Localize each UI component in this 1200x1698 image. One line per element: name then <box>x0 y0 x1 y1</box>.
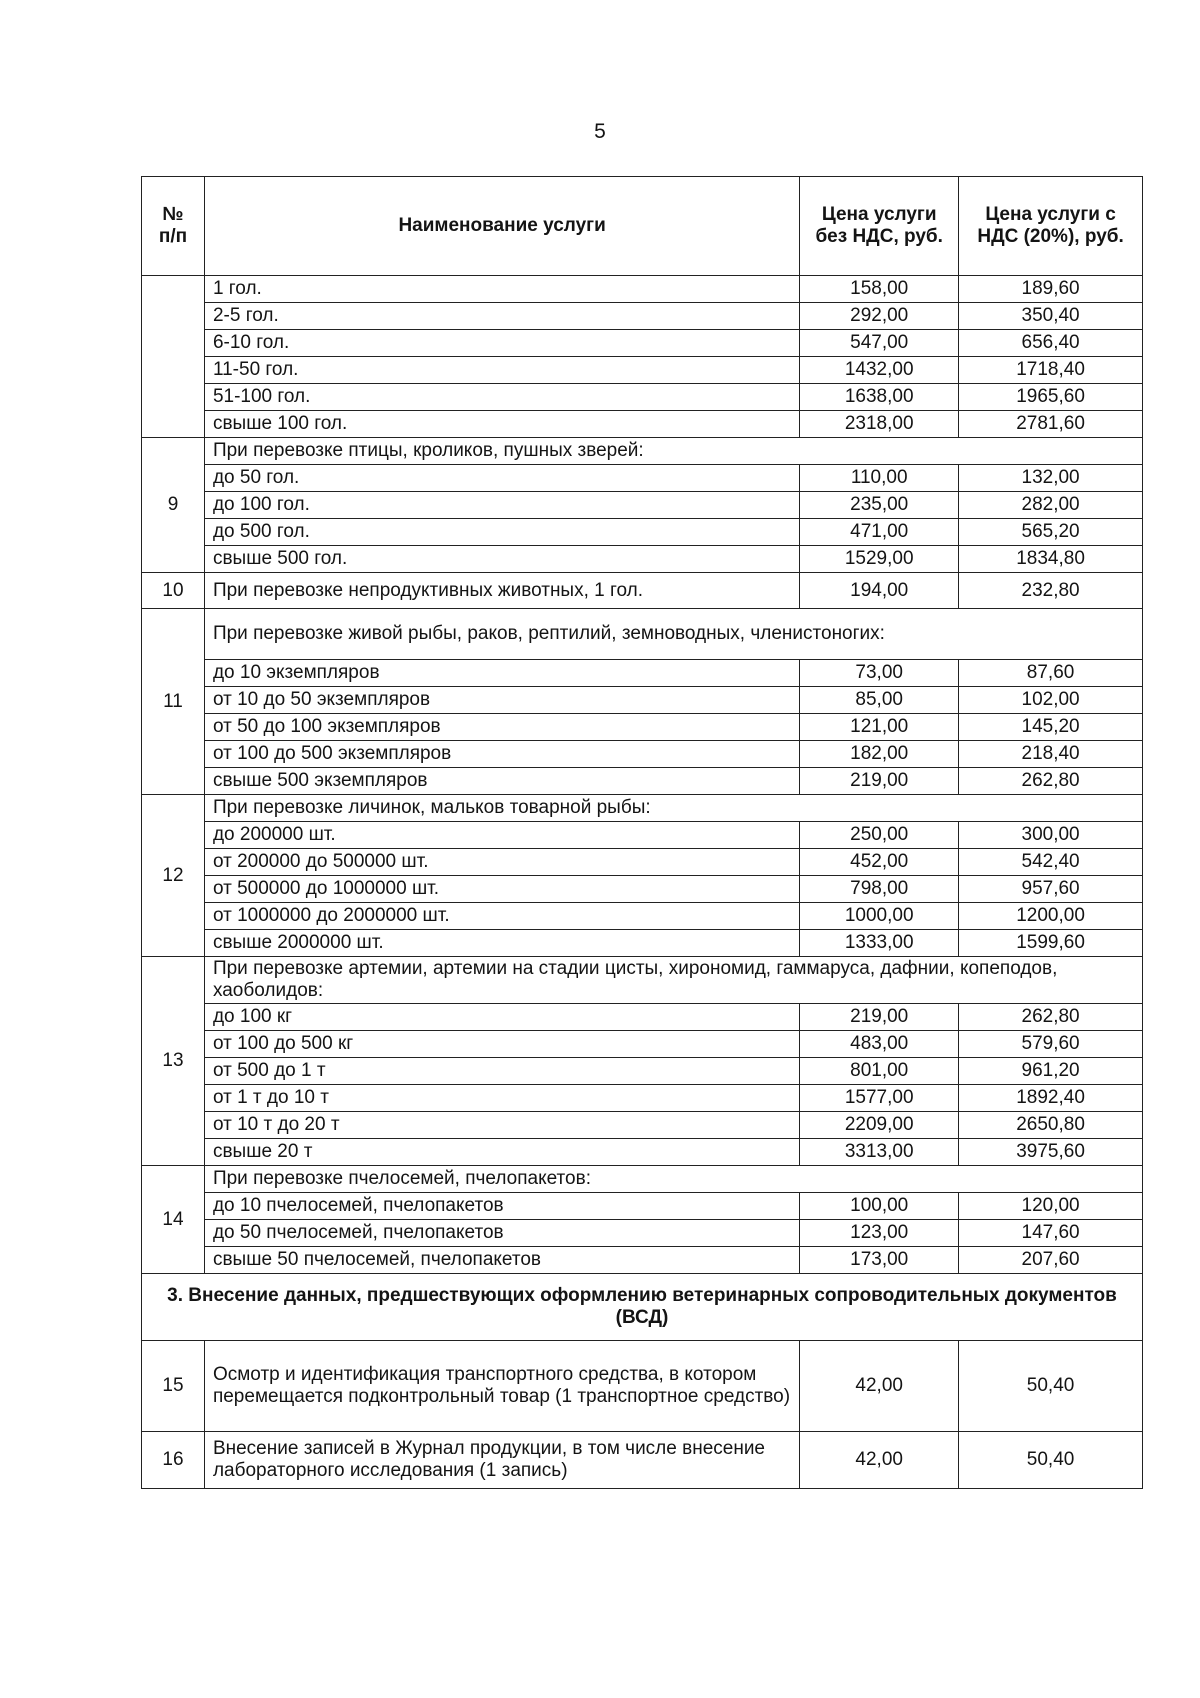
service-name: до 100 гол. <box>204 492 799 519</box>
price-no-vat: 1577,00 <box>800 1085 959 1112</box>
price-vat: 656,40 <box>959 330 1143 357</box>
service-name: до 200000 шт. <box>204 822 799 849</box>
price-vat: 1834,80 <box>959 546 1143 573</box>
price-no-vat: 1638,00 <box>800 384 959 411</box>
group-title: При перевозке личинок, мальков товарной рыбы: <box>204 795 1142 822</box>
service-name: 2-5 гол. <box>204 303 799 330</box>
table-row <box>142 1247 1143 1274</box>
service-name: свыше 50 пчелосемей, пчелопакетов <box>204 1247 799 1274</box>
service-name: свыше 500 гол. <box>204 546 799 573</box>
table-row <box>142 768 1143 795</box>
service-name: 6-10 гол. <box>204 330 799 357</box>
service-name: от 100 до 500 экземпляров <box>204 741 799 768</box>
price-no-vat: 547,00 <box>800 330 959 357</box>
table-row <box>142 1031 1143 1058</box>
service-name: до 10 экземпляров <box>204 660 799 687</box>
table-row <box>142 303 1143 330</box>
table-row <box>142 903 1143 930</box>
price-no-vat: 235,00 <box>800 492 959 519</box>
service-name: до 50 гол. <box>204 465 799 492</box>
price-no-vat: 3313,00 <box>800 1139 959 1166</box>
price-no-vat: 471,00 <box>800 519 959 546</box>
page-number: 5 <box>594 120 606 143</box>
table-row <box>142 519 1143 546</box>
table-row <box>142 384 1143 411</box>
service-name: до 10 пчелосемей, пчелопакетов <box>204 1193 799 1220</box>
price-vat: 218,40 <box>959 741 1143 768</box>
service-name: свыше 500 экземпляров <box>204 768 799 795</box>
table-row <box>142 1166 1143 1193</box>
price-vat: 542,40 <box>959 849 1143 876</box>
price-vat: 1892,40 <box>959 1085 1143 1112</box>
price-no-vat: 85,00 <box>800 687 959 714</box>
table-row <box>142 357 1143 384</box>
price-vat: 262,80 <box>959 768 1143 795</box>
service-name: от 500000 до 1000000 шт. <box>204 876 799 903</box>
table-row <box>142 930 1143 957</box>
table-row <box>142 438 1143 465</box>
col-name-header: Наименование услуги <box>204 177 799 276</box>
price-vat: 147,60 <box>959 1220 1143 1247</box>
price-vat: 3975,60 <box>959 1139 1143 1166</box>
service-name: от 200000 до 500000 шт. <box>204 849 799 876</box>
price-vat: 565,20 <box>959 519 1143 546</box>
price-vat: 1200,00 <box>959 903 1143 930</box>
price-vat: 262,80 <box>959 1004 1143 1031</box>
row-num: 12 <box>142 795 205 957</box>
service-name: от 500 до 1 т <box>204 1058 799 1085</box>
row-num: 10 <box>142 573 205 609</box>
table-row <box>142 330 1143 357</box>
service-name: 51-100 гол. <box>204 384 799 411</box>
service-name: При перевозке непродуктивных животных, 1 гол. <box>204 573 799 609</box>
service-name: 1 гол. <box>204 276 799 303</box>
table-row <box>142 573 1143 609</box>
service-name: Осмотр и идентификация транспортного средства, в котором перемещается подконтрольный товар (1 транспортное средство) <box>204 1341 799 1432</box>
section-3-title: 3. Внесение данных, предшествующих оформлению ветеринарных сопроводительных документов (ВСД) <box>142 1274 1143 1341</box>
group-title: При перевозке артемии, артемии на стадии цисты, хирономид, гаммаруса, дафнии, копеподов, хаоболидов: <box>204 957 1142 1004</box>
table-row <box>142 609 1143 660</box>
table-row <box>142 1004 1143 1031</box>
price-no-vat: 801,00 <box>800 1058 959 1085</box>
row-num <box>142 276 205 438</box>
service-name: свыше 2000000 шт. <box>204 930 799 957</box>
service-name: до 100 кг <box>204 1004 799 1031</box>
row-num: 9 <box>142 438 205 573</box>
service-name: от 1000000 до 2000000 шт. <box>204 903 799 930</box>
table-row <box>142 876 1143 903</box>
header-row <box>142 177 1143 276</box>
price-no-vat: 219,00 <box>800 768 959 795</box>
price-vat: 120,00 <box>959 1193 1143 1220</box>
price-vat: 232,80 <box>959 573 1143 609</box>
price-vat: 350,40 <box>959 303 1143 330</box>
service-name: свыше 20 т <box>204 1139 799 1166</box>
price-no-vat: 1529,00 <box>800 546 959 573</box>
price-no-vat: 42,00 <box>800 1432 959 1489</box>
price-no-vat: 483,00 <box>800 1031 959 1058</box>
service-name: до 500 гол. <box>204 519 799 546</box>
table-row <box>142 957 1143 1004</box>
table-row <box>142 1432 1143 1489</box>
col-price-no-vat-header: Цена услуги без НДС, руб. <box>800 177 959 276</box>
group-title: При перевозке пчелосемей, пчелопакетов: <box>204 1166 1142 1193</box>
service-name: Внесение записей в Журнал продукции, в том числе внесение лабораторного исследования (1 запись) <box>204 1432 799 1489</box>
table-row <box>142 1058 1143 1085</box>
price-vat: 132,00 <box>959 465 1143 492</box>
price-vat: 1718,40 <box>959 357 1143 384</box>
table-row <box>142 795 1143 822</box>
row-num: 15 <box>142 1341 205 1432</box>
service-name: свыше 100 гол. <box>204 411 799 438</box>
row-num: 13 <box>142 957 205 1166</box>
price-no-vat: 1000,00 <box>800 903 959 930</box>
price-vat: 102,00 <box>959 687 1143 714</box>
price-vat: 2650,80 <box>959 1112 1143 1139</box>
price-no-vat: 452,00 <box>800 849 959 876</box>
table-row <box>142 546 1143 573</box>
price-no-vat: 292,00 <box>800 303 959 330</box>
price-vat: 145,20 <box>959 714 1143 741</box>
section-row <box>142 1274 1143 1341</box>
table-row <box>142 276 1143 303</box>
table-row <box>142 714 1143 741</box>
table-row <box>142 465 1143 492</box>
price-no-vat: 100,00 <box>800 1193 959 1220</box>
col-price-vat-header: Цена услуги с НДС (20%), руб. <box>959 177 1143 276</box>
price-no-vat: 219,00 <box>800 1004 959 1031</box>
price-no-vat: 110,00 <box>800 465 959 492</box>
col-num-header: № п/п <box>142 177 205 276</box>
table-row <box>142 1139 1143 1166</box>
table-row <box>142 849 1143 876</box>
price-vat: 579,60 <box>959 1031 1143 1058</box>
table-row <box>142 411 1143 438</box>
table-row <box>142 1341 1143 1432</box>
price-no-vat: 182,00 <box>800 741 959 768</box>
price-no-vat: 1333,00 <box>800 930 959 957</box>
table-row <box>142 1112 1143 1139</box>
table-row <box>142 741 1143 768</box>
service-name: от 10 т до 20 т <box>204 1112 799 1139</box>
table-row <box>142 1193 1143 1220</box>
table-row <box>142 660 1143 687</box>
price-no-vat: 2318,00 <box>800 411 959 438</box>
table-row <box>142 822 1143 849</box>
price-vat: 1965,60 <box>959 384 1143 411</box>
price-vat: 207,60 <box>959 1247 1143 1274</box>
group-title: При перевозке живой рыбы, раков, рептилий, земноводных, членистоногих: <box>204 609 1142 660</box>
service-name: от 50 до 100 экземпляров <box>204 714 799 741</box>
price-table <box>141 176 1143 1489</box>
price-no-vat: 250,00 <box>800 822 959 849</box>
price-vat: 50,40 <box>959 1432 1143 1489</box>
price-vat: 961,20 <box>959 1058 1143 1085</box>
service-name: 11-50 гол. <box>204 357 799 384</box>
service-name: от 1 т до 10 т <box>204 1085 799 1112</box>
service-name: от 100 до 500 кг <box>204 1031 799 1058</box>
table-row <box>142 687 1143 714</box>
table-row <box>142 1220 1143 1247</box>
price-no-vat: 194,00 <box>800 573 959 609</box>
price-no-vat: 2209,00 <box>800 1112 959 1139</box>
price-vat: 2781,60 <box>959 411 1143 438</box>
table-row <box>142 492 1143 519</box>
table-row <box>142 1085 1143 1112</box>
price-no-vat: 158,00 <box>800 276 959 303</box>
price-no-vat: 1432,00 <box>800 357 959 384</box>
price-no-vat: 42,00 <box>800 1341 959 1432</box>
price-vat: 282,00 <box>959 492 1143 519</box>
price-no-vat: 123,00 <box>800 1220 959 1247</box>
price-no-vat: 121,00 <box>800 714 959 741</box>
group-title: При перевозке птицы, кроликов, пушных зверей: <box>204 438 1142 465</box>
price-vat: 1599,60 <box>959 930 1143 957</box>
row-num: 11 <box>142 609 205 795</box>
price-no-vat: 798,00 <box>800 876 959 903</box>
price-vat: 87,60 <box>959 660 1143 687</box>
price-vat: 189,60 <box>959 276 1143 303</box>
row-num: 14 <box>142 1166 205 1274</box>
price-no-vat: 173,00 <box>800 1247 959 1274</box>
price-no-vat: 73,00 <box>800 660 959 687</box>
price-vat: 300,00 <box>959 822 1143 849</box>
price-vat: 957,60 <box>959 876 1143 903</box>
price-vat: 50,40 <box>959 1341 1143 1432</box>
service-name: до 50 пчелосемей, пчелопакетов <box>204 1220 799 1247</box>
row-num: 16 <box>142 1432 205 1489</box>
service-name: от 10 до 50 экземпляров <box>204 687 799 714</box>
